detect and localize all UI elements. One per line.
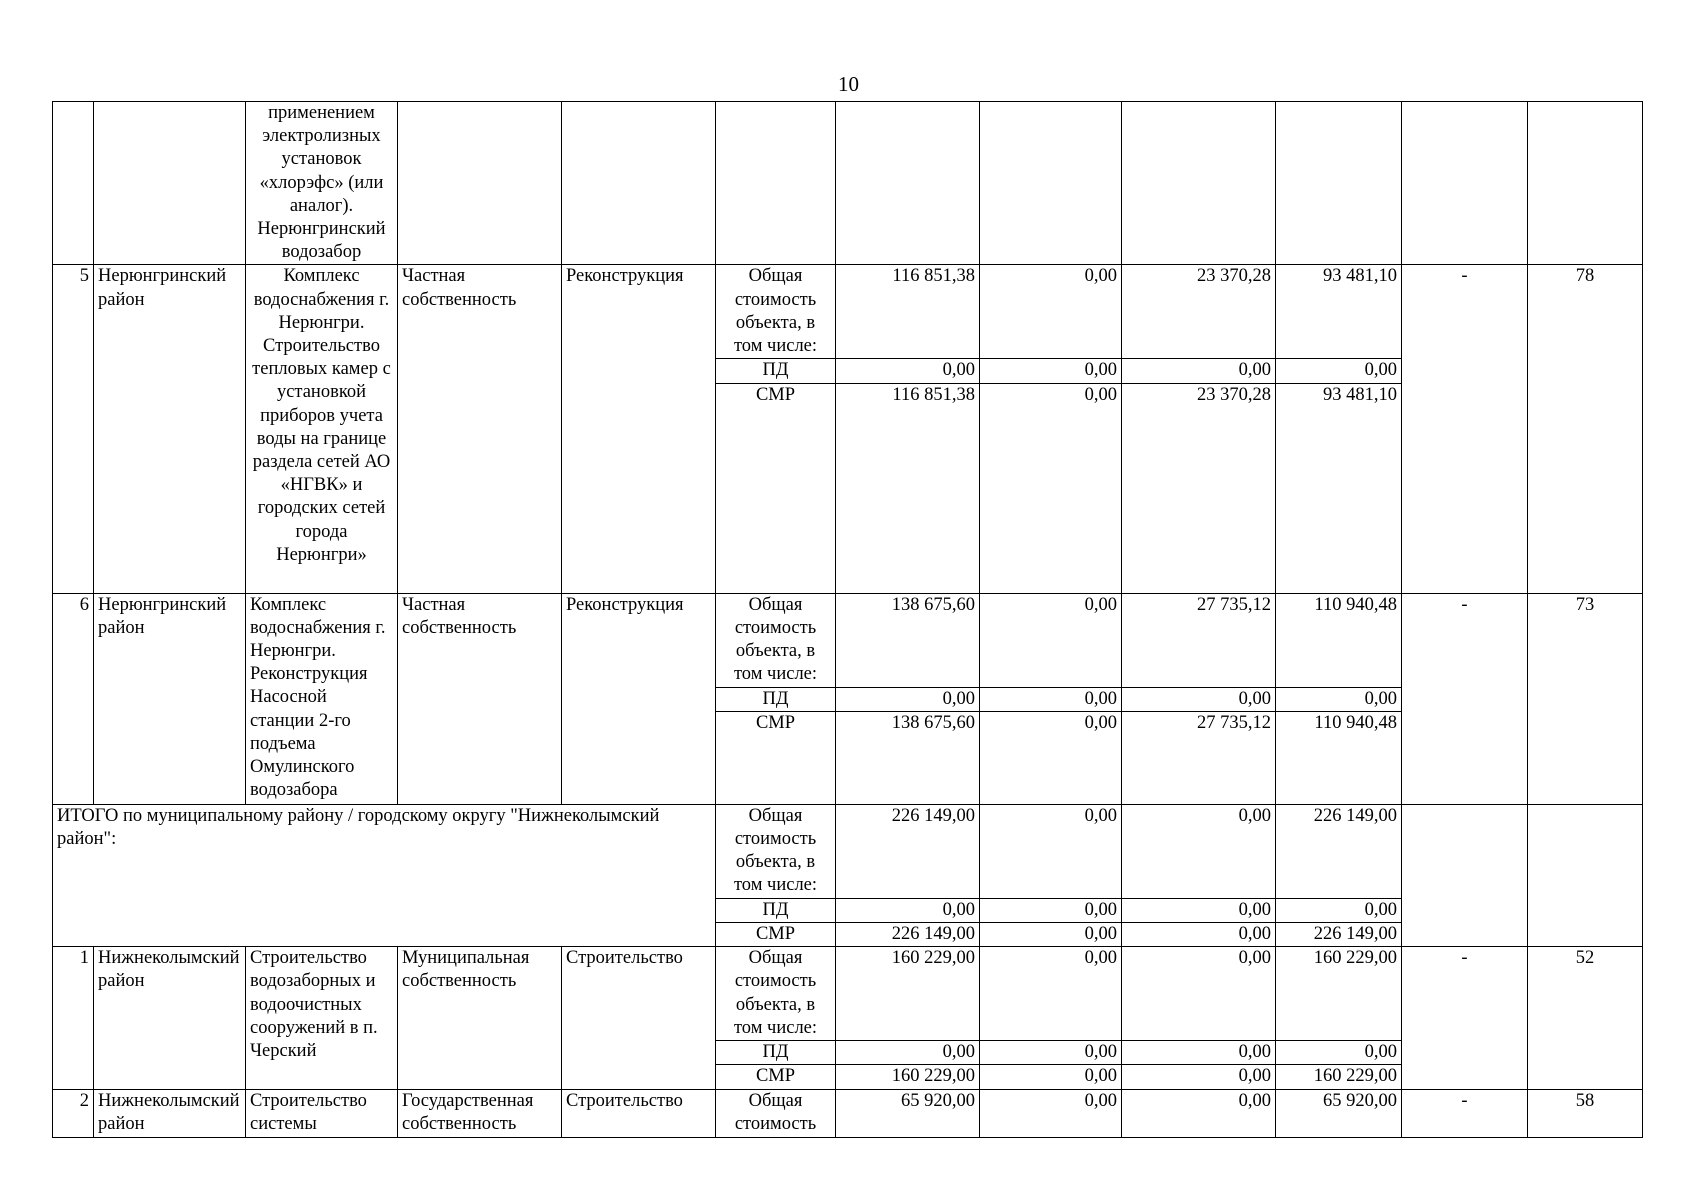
cell-cost-type: ПД — [716, 687, 836, 711]
value-total: 65 920,00 — [836, 1089, 980, 1137]
value-other: 65 920,00 — [1276, 1089, 1402, 1137]
value-regional: 0,00 — [1122, 923, 1276, 947]
value-total: 138 675,60 — [836, 711, 980, 804]
value-total: 0,00 — [836, 687, 980, 711]
value-federal: 0,00 — [980, 947, 1122, 1041]
value-regional: 0,00 — [1122, 947, 1276, 1041]
cell-work-type: Строительство — [562, 947, 716, 1089]
table-row — [53, 947, 1643, 1041]
cell-cost-type: СМР — [716, 383, 836, 593]
cell-cost-type: Общая стоимость — [716, 1089, 836, 1137]
table-row — [53, 265, 1643, 359]
cell-cost-type: СМР — [716, 1065, 836, 1089]
cell-ownership — [398, 102, 562, 265]
cell-cost-type — [716, 102, 836, 265]
cell-ownership: Частная собственность — [398, 265, 562, 593]
cell-object-name: Строительство системы — [246, 1089, 398, 1137]
value-regional: 0,00 — [1122, 804, 1276, 898]
value-federal: 0,00 — [980, 383, 1122, 593]
cell-district: Нерюнгринский район — [94, 265, 246, 593]
cell-cost-type: СМР — [716, 711, 836, 804]
value-other: 226 149,00 — [1276, 923, 1402, 947]
value-total: 160 229,00 — [836, 947, 980, 1041]
cell-no: 1 — [53, 947, 94, 1089]
cell-col10: - — [1402, 1089, 1528, 1137]
value-total: 226 149,00 — [836, 804, 980, 898]
cell-col11: 52 — [1528, 947, 1643, 1089]
cell-work-type: Реконструкция — [562, 265, 716, 593]
value-regional: 0,00 — [1122, 1065, 1276, 1089]
value-regional: 23 370,28 — [1122, 383, 1276, 593]
continued-row — [53, 102, 1643, 265]
value-total: 0,00 — [836, 1041, 980, 1065]
value-federal: 0,00 — [980, 359, 1122, 383]
cell-cost-type: Общая стоимость объекта, в том числе: — [716, 265, 836, 359]
cell-no: 2 — [53, 1089, 94, 1137]
value-federal: 0,00 — [980, 593, 1122, 687]
value-other: 160 229,00 — [1276, 947, 1402, 1041]
value-other: 0,00 — [1276, 1041, 1402, 1065]
value-other: 110 940,48 — [1276, 593, 1402, 687]
cell-ownership: Частная собственность — [398, 593, 562, 804]
subtotal-row — [53, 804, 1643, 898]
value-total: 138 675,60 — [836, 593, 980, 687]
value-regional: 27 735,12 — [1122, 711, 1276, 804]
cell-cost-type: ПД — [716, 1041, 836, 1065]
value-federal: 0,00 — [980, 1041, 1122, 1065]
value-other: 0,00 — [1276, 898, 1402, 922]
cell-work-type: Реконструкция — [562, 593, 716, 804]
subtotal-label: ИТОГО по муниципальному району / городскому округу "Нижнеколымский район": — [53, 804, 716, 946]
cell-object-name: Комплекс водоснабжения г. Нерюнгри. Реконструкция Насосной станции 2-го подъема Омулинского водозабора — [246, 593, 398, 804]
cell-district: Нижнеколымский район — [94, 947, 246, 1089]
cell-ownership: Муниципальная собственность — [398, 947, 562, 1089]
cell-no — [53, 102, 94, 265]
cell-district: Нерюнгринский район — [94, 593, 246, 804]
cell-cost-type: Общая стоимость объекта, в том числе: — [716, 947, 836, 1041]
value-regional: 0,00 — [1122, 359, 1276, 383]
value-total: 0,00 — [836, 359, 980, 383]
value-federal: 0,00 — [980, 804, 1122, 898]
value-federal: 0,00 — [980, 265, 1122, 359]
cell-cost-type: Общая стоимость объекта, в том числе: — [716, 593, 836, 687]
value-total: 0,00 — [836, 898, 980, 922]
value-other: 93 481,10 — [1276, 383, 1402, 593]
cell-col11: 58 — [1528, 1089, 1643, 1137]
cell-object-name: применением электролизных установок «хлорэфс» (или аналог). Нерюнгринский водозабор — [246, 102, 398, 265]
cell-cost-type: СМР — [716, 923, 836, 947]
value-regional: 0,00 — [1122, 898, 1276, 922]
value-other: 0,00 — [1276, 687, 1402, 711]
value-total: 116 851,38 — [836, 265, 980, 359]
cell-ownership: Государственная собственность — [398, 1089, 562, 1137]
value-regional: 23 370,28 — [1122, 265, 1276, 359]
cell-district: Нижнеколымский район — [94, 1089, 246, 1137]
cell-district — [94, 102, 246, 265]
cell-cost-type: ПД — [716, 898, 836, 922]
value-regional: 27 735,12 — [1122, 593, 1276, 687]
cell-col10: - — [1402, 947, 1528, 1089]
cell-no: 5 — [53, 265, 94, 593]
value-federal: 0,00 — [980, 687, 1122, 711]
value-other: 110 940,48 — [1276, 711, 1402, 804]
value-other: 0,00 — [1276, 359, 1402, 383]
value-regional: 0,00 — [1122, 687, 1276, 711]
value-other: 226 149,00 — [1276, 804, 1402, 898]
investment-table — [52, 101, 1643, 1138]
cell-no: 6 — [53, 593, 94, 804]
cell-work-type: Строительство — [562, 1089, 716, 1137]
cell-object-name: Комплекс водоснабжения г. Нерюнгри. Строительство тепловых камер с установкой приборов учета воды на границе раздела сетей АО «НГВК» и городских сетей города Нерюнгри» — [246, 265, 398, 593]
value-total: 160 229,00 — [836, 1065, 980, 1089]
cell-col10 — [1402, 804, 1528, 946]
table-row — [53, 593, 1643, 687]
cell-col10: - — [1402, 593, 1528, 804]
value-other: 160 229,00 — [1276, 1065, 1402, 1089]
value-federal: 0,00 — [980, 711, 1122, 804]
value-federal: 0,00 — [980, 1089, 1122, 1137]
cell-col11: 73 — [1528, 593, 1643, 804]
value-regional: 0,00 — [1122, 1041, 1276, 1065]
value-other: 93 481,10 — [1276, 265, 1402, 359]
value-federal: 0,00 — [980, 898, 1122, 922]
value-federal: 0,00 — [980, 1065, 1122, 1089]
cell-col11: 78 — [1528, 265, 1643, 593]
value-total: 226 149,00 — [836, 923, 980, 947]
value-total: 116 851,38 — [836, 383, 980, 593]
cell-object-name: Строительство водозаборных и водоочистных сооружений в п. Черский — [246, 947, 398, 1089]
cell-col10: - — [1402, 265, 1528, 593]
value-regional: 0,00 — [1122, 1089, 1276, 1137]
cell-work-type — [562, 102, 716, 265]
table-row — [53, 1089, 1643, 1137]
page-number: 10 — [838, 72, 859, 96]
cell-col11 — [1528, 804, 1643, 946]
value-federal: 0,00 — [980, 923, 1122, 947]
cell-cost-type: Общая стоимость объекта, в том числе: — [716, 804, 836, 898]
cell-cost-type: ПД — [716, 359, 836, 383]
